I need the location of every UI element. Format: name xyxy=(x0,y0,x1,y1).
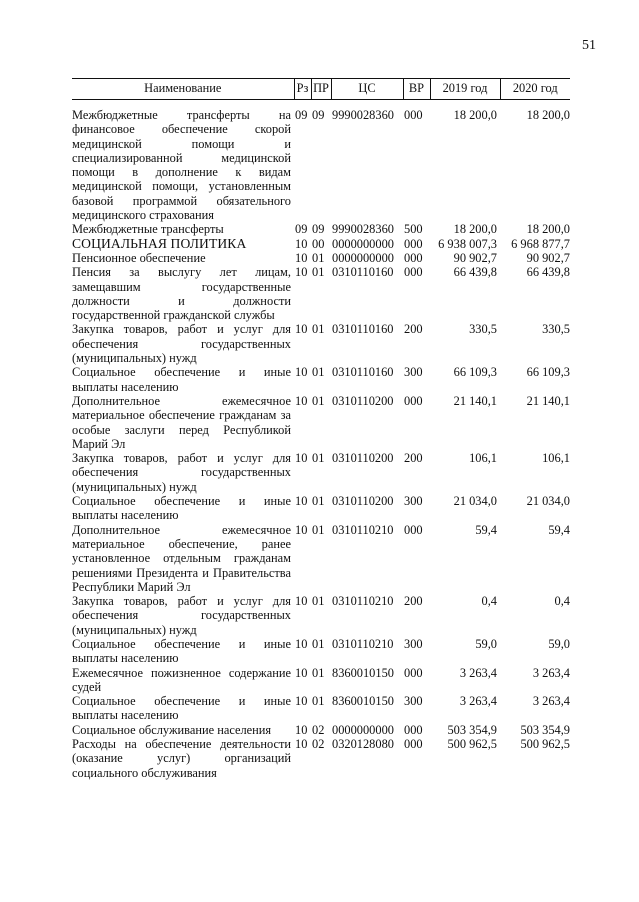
row-value-2020: 59,4 xyxy=(548,522,570,537)
row-value-2019: 3 263,4 xyxy=(459,694,497,709)
row-value-2019: 59,0 xyxy=(475,636,497,651)
row-rz: 10 xyxy=(295,665,308,680)
table-header xyxy=(72,79,570,100)
row-rz: 09 xyxy=(295,222,308,237)
row-vr: 000 xyxy=(404,393,423,408)
row-name: Закупка товаров, работ и услуг для обеспечения государственных (муниципальных) нужд xyxy=(72,594,291,637)
row-name: Социальное обеспечение и иные выплаты населению xyxy=(72,494,291,523)
row-name: Пенсия за выслугу лет лицам, замещавшим государственные должности и должности государственной гражданской службы xyxy=(72,265,291,323)
row-value-2019: 66 109,3 xyxy=(453,365,497,380)
row-pr: 00 xyxy=(312,236,325,251)
header-rz: Рз xyxy=(294,79,311,100)
row-pr: 09 xyxy=(312,222,325,237)
row-name: Ежемесячное пожизненное содержание судей xyxy=(72,665,291,694)
row-value-2019: 330,5 xyxy=(469,322,497,337)
row-name: СОЦИАЛЬНАЯ ПОЛИТИКА xyxy=(72,235,247,251)
table-body xyxy=(72,100,570,780)
row-cs: 9990028360 xyxy=(332,108,394,122)
row-vr: 300 xyxy=(404,636,423,651)
row-pr: 01 xyxy=(312,250,325,265)
row-value-2020: 21 034,0 xyxy=(526,494,570,509)
table-row xyxy=(72,523,570,594)
row-vr: 000 xyxy=(404,722,423,737)
row-value-2020: 18 200,0 xyxy=(526,108,570,122)
row-rz: 10 xyxy=(295,594,308,609)
row-value-2020: 0,4 xyxy=(554,594,570,609)
row-value-2019: 3 263,4 xyxy=(459,665,497,680)
row-name: Социальное обеспечение и иные выплаты населению xyxy=(72,365,291,394)
row-value-2019: 21 034,0 xyxy=(453,494,497,509)
header-pr: ПР xyxy=(311,79,331,100)
row-vr: 200 xyxy=(404,322,423,337)
row-value-2020: 106,1 xyxy=(542,451,570,466)
row-value-2020: 330,5 xyxy=(542,322,570,337)
row-name: Социальное обслуживание населения xyxy=(72,722,272,737)
row-vr: 200 xyxy=(404,451,423,466)
row-pr: 09 xyxy=(312,108,325,122)
header-vr: ВР xyxy=(403,79,430,100)
row-cs: 0000000000 xyxy=(332,250,394,265)
row-pr: 01 xyxy=(312,494,325,509)
row-cs: 0310110160 xyxy=(332,265,394,280)
row-vr: 000 xyxy=(404,665,423,680)
row-rz: 10 xyxy=(295,265,308,280)
table-row xyxy=(72,394,570,451)
row-value-2019: 66 439,8 xyxy=(453,265,497,280)
row-name: Пенсионное обеспечение xyxy=(72,250,206,265)
row-cs: 9990028360 xyxy=(332,222,394,237)
header-cs: ЦС xyxy=(331,79,403,100)
row-pr: 01 xyxy=(312,594,325,609)
row-pr: 01 xyxy=(312,665,325,680)
row-vr: 000 xyxy=(404,522,423,537)
row-value-2020: 503 354,9 xyxy=(520,722,570,737)
table-row xyxy=(72,265,570,322)
table-row xyxy=(72,666,570,695)
budget-table xyxy=(72,78,570,780)
table-row xyxy=(72,737,570,780)
table-row xyxy=(72,237,570,251)
row-rz: 10 xyxy=(295,451,308,466)
row-cs: 8360010150 xyxy=(332,665,394,680)
row-cs: 8360010150 xyxy=(332,694,394,709)
row-value-2019: 90 902,7 xyxy=(453,250,497,265)
row-vr: 000 xyxy=(404,236,423,251)
row-name: Дополнительное ежемесячное материальное обеспечение гражданам за особые заслуги перед Республикой Марий Эл xyxy=(72,393,291,451)
table-row xyxy=(72,451,570,494)
row-cs: 0310110200 xyxy=(332,451,394,466)
row-pr: 01 xyxy=(312,636,325,651)
table-row xyxy=(72,222,570,236)
table-row xyxy=(72,494,570,523)
row-value-2020: 66 439,8 xyxy=(526,265,570,280)
row-value-2019: 18 200,0 xyxy=(453,222,497,237)
row-rz: 10 xyxy=(295,636,308,651)
row-value-2019: 59,4 xyxy=(475,522,497,537)
row-rz: 10 xyxy=(295,737,308,752)
page-number: 51 xyxy=(582,38,596,53)
row-pr: 01 xyxy=(312,365,325,380)
row-value-2019: 106,1 xyxy=(469,451,497,466)
row-rz: 10 xyxy=(295,522,308,537)
row-vr: 300 xyxy=(404,365,423,380)
row-value-2020: 18 200,0 xyxy=(526,222,570,237)
row-value-2020: 90 902,7 xyxy=(526,250,570,265)
row-name: Межбюджетные трансферты xyxy=(72,222,224,237)
table-row xyxy=(72,723,570,737)
row-pr: 01 xyxy=(312,265,325,280)
row-rz: 10 xyxy=(295,722,308,737)
row-name: Закупка товаров, работ и услуг для обеспечения государственных (муниципальных) нужд xyxy=(72,322,291,366)
row-cs: 0310110160 xyxy=(332,365,394,380)
row-pr: 01 xyxy=(312,451,325,466)
row-value-2020: 500 962,5 xyxy=(520,737,570,752)
row-value-2020: 6 968 877,7 xyxy=(511,236,570,251)
table-row xyxy=(72,694,570,723)
row-value-2020: 21 140,1 xyxy=(526,393,570,408)
row-cs: 0310110210 xyxy=(332,636,394,651)
table-row xyxy=(72,251,570,265)
row-cs: 0000000000 xyxy=(332,236,394,251)
row-vr: 000 xyxy=(404,737,423,752)
row-pr: 02 xyxy=(312,737,325,752)
table-row xyxy=(72,100,570,223)
table-row xyxy=(72,594,570,637)
row-vr: 000 xyxy=(404,108,423,122)
row-rz: 10 xyxy=(295,494,308,509)
row-cs: 0310110160 xyxy=(332,322,394,337)
row-value-2020: 59,0 xyxy=(548,636,570,651)
row-value-2020: 3 263,4 xyxy=(532,665,570,680)
row-name: Расходы на обеспечение деятельности (оказание услуг) организаций социального обслуживания xyxy=(72,737,291,780)
table-row xyxy=(72,365,570,394)
row-vr: 500 xyxy=(404,222,423,237)
header-2020: 2020 год xyxy=(500,79,570,100)
row-value-2019: 500 962,5 xyxy=(447,737,497,752)
row-value-2019: 0,4 xyxy=(481,594,497,609)
row-cs: 0320128080 xyxy=(332,737,394,752)
row-name: Закупка товаров, работ и услуг для обеспечения государственных (муниципальных) нужд xyxy=(72,451,291,494)
row-rz: 10 xyxy=(295,322,308,337)
header-2019: 2019 год xyxy=(430,79,500,100)
header-name: Наименование xyxy=(72,79,294,100)
row-name: Дополнительное ежемесячное материальное обеспечение, ранее установленное отдельным гражданам решениями Президента и Правительства Республики Марий Эл xyxy=(72,522,291,594)
row-rz: 10 xyxy=(295,365,308,380)
row-cs: 0000000000 xyxy=(332,722,394,737)
row-rz: 09 xyxy=(295,108,308,122)
table-row xyxy=(72,637,570,666)
row-pr: 01 xyxy=(312,522,325,537)
row-rz: 10 xyxy=(295,694,308,709)
row-value-2019: 503 354,9 xyxy=(447,722,497,737)
row-value-2020: 3 263,4 xyxy=(532,694,570,709)
row-rz: 10 xyxy=(295,250,308,265)
row-name: Межбюджетные трансферты на финансовое обеспечение скорой медицинской помощи и специализированной медицинской помощи в дополнение к видам медицинской помощи, установленным базовой программой обязательного медицинского страхования xyxy=(72,108,291,223)
row-cs: 0310110200 xyxy=(332,494,394,509)
row-rz: 10 xyxy=(295,393,308,408)
row-cs: 0310110200 xyxy=(332,393,394,408)
row-vr: 300 xyxy=(404,694,423,709)
row-value-2019: 18 200,0 xyxy=(453,108,497,122)
row-pr: 01 xyxy=(312,694,325,709)
row-pr: 02 xyxy=(312,722,325,737)
table-row xyxy=(72,322,570,365)
row-cs: 0310110210 xyxy=(332,594,394,609)
row-cs: 0310110210 xyxy=(332,522,394,537)
row-pr: 01 xyxy=(312,393,325,408)
row-value-2019: 21 140,1 xyxy=(453,393,497,408)
row-value-2020: 66 109,3 xyxy=(526,365,570,380)
row-vr: 300 xyxy=(404,494,423,509)
row-value-2019: 6 938 007,3 xyxy=(438,236,497,251)
row-vr: 000 xyxy=(404,265,423,280)
row-name: Социальное обеспечение и иные выплаты населению xyxy=(72,694,291,723)
row-rz: 10 xyxy=(295,236,308,251)
row-pr: 01 xyxy=(312,322,325,337)
row-vr: 000 xyxy=(404,250,423,265)
row-name: Социальное обеспечение и иные выплаты населению xyxy=(72,636,291,666)
row-vr: 200 xyxy=(404,594,423,609)
